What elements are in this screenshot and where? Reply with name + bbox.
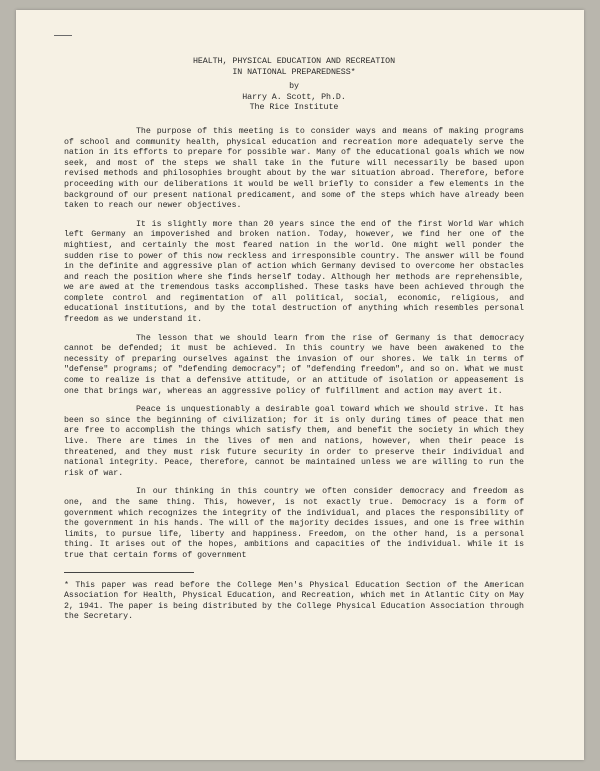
paragraph: The purpose of this meeting is to consider ways and means of making programs of school and community health, physical education and recreation more adequately serve the nation in its efforts to prepare for possible war. Many of the educational goals which we now seek, and most of the steps we shall take in the future will necessarily be based upon revised methods and philosophies brought about by the war situation abroad. Therefore, before proceeding with our deliberations it would be well briefly to consider a few elements in the background of our present national predicament, and some of the steps which have already been taken to reach our newer objectives. bbox=[64, 126, 524, 211]
document-body bbox=[64, 57, 524, 623]
paragraph: The lesson that we should learn from the rise of Germany is that democracy cannot be defended; it must be achieved. In this country we have been awakened to the necessity of preparing ourselves against the invasion of our shores. We talk in terms of "defense" programs; of "defending democracy"; of "defending freedom", and so on. What we must come to realize is that a defensive attitude, or an attitude of isolation or appeasement is one that brings war, whereas an aggressive policy of fulfillment and action may avert it. bbox=[64, 333, 524, 396]
footnote-divider bbox=[64, 572, 194, 573]
byline-by: by bbox=[289, 82, 299, 92]
paragraph: In our thinking in this country we often consider democracy and freedom as one, and the same thing. This, however, is not exactly true. Democracy is a form of government which recognizes the integrity of the individual, and places the responsibility of the government in his hands. The will of the majority decides issues, and one is free within limits, to pursue life, liberty and happiness. Freedom, on the other hand, is a personal thing. It arises out of the hopes, ambitions and capacities of the individual. While it is true that certain forms of government bbox=[64, 487, 524, 560]
document-title-line-1: HEALTH, PHYSICAL EDUCATION AND RECREATION bbox=[192, 57, 396, 66]
author-name: Harry A. Scott, Ph.D. bbox=[242, 92, 346, 102]
paragraph: Peace is unquestionably a desirable goal toward which we should strive. It has been so since the beginning of civilization; for it is only during times of peace that men are free to accomplish the things which satisfy them, and benefit the society in which they live. There are times in the lives of men and nations, however, when their peace is threatened, and they must risk future security in order to preserve their individual and national integrity. Peace, therefore, cannot be maintained unless we are willing to run the risk of war. bbox=[64, 405, 524, 478]
paragraph: It is slightly more than 20 years since the end of the first World War which left Germany an impoverished and broken nation. Today, however, we find her one of the mightiest, and certainly the most feared nation in the world. One might well ponder the sudden rise to power of this now reckless and irresponsible country. The answer will be found in the definite and aggressive plan of action which Germany devised to overcome her obstacles and reach the position where she finds herself today. Although her methods are reprehensible, we are awed at the tremendous tasks accomplished. These tasks have been achieved through the complete control and regimentation of all political, social, economic, religious, and educational institutions, and by the total destruction of anything which resembles personal freedom as we understand it. bbox=[64, 219, 524, 325]
pencil-mark bbox=[54, 35, 72, 36]
footnote: * This paper was read before the College Men's Physical Education Section of the American Association for Health, Physical Education, and Recreation, which met in Atlantic City on May 2, 1941. The paper is being distributed by the College Physical Education Association through the Secretary. bbox=[64, 580, 524, 622]
author-institution: The Rice Institute bbox=[249, 103, 339, 113]
document-title-line-2: IN NATIONAL PREPAREDNESS* bbox=[232, 67, 356, 77]
byline bbox=[64, 82, 524, 114]
body-paragraphs bbox=[64, 127, 524, 562]
document-page bbox=[16, 10, 584, 760]
